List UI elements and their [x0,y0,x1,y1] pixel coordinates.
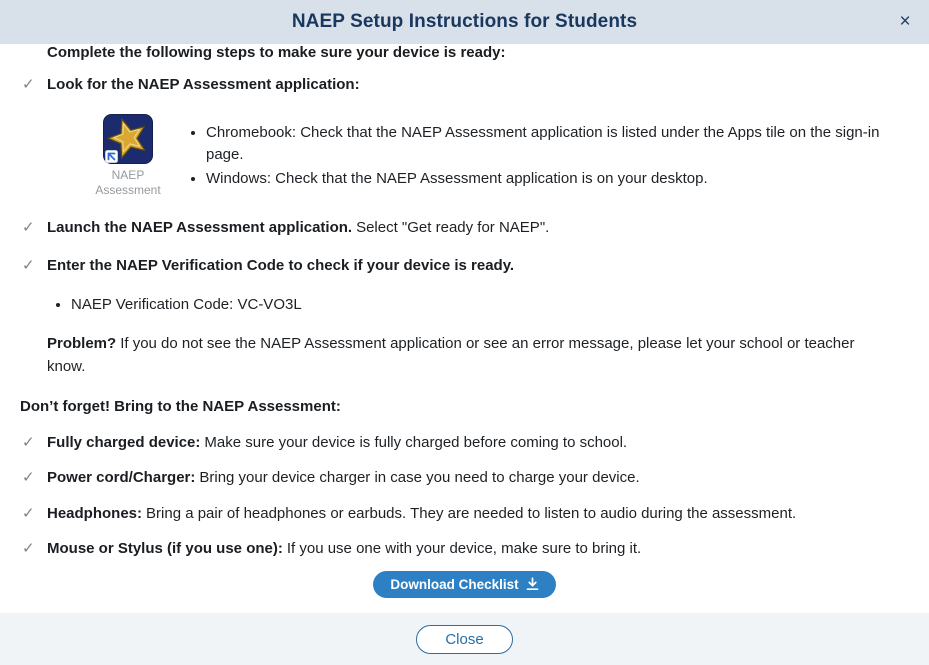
verification-code-list [55,294,909,317]
check-icon: ✓ [22,469,35,486]
checklist-item-power-cord [20,467,909,490]
item-bold: Power cord/Charger: [47,469,196,486]
problem-bold: Problem? [47,335,117,352]
check-icon: ✓ [22,76,35,93]
download-checklist-label: Download Checklist [390,576,519,592]
check-icon: ✓ [22,540,35,557]
check-icon: ✓ [22,218,35,236]
step-look-for-app [20,74,909,97]
bring-checklist [20,432,909,561]
modal-header [0,0,929,44]
item-rest: Make sure your device is fully charged before coming to school. [204,433,628,451]
naep-app-icon-label: NAEP Assessment [95,167,161,197]
step-look-label: Look for the NAEP Assessment application: [47,76,360,93]
checklist-item-mouse-stylus [20,538,909,561]
modal-title: NAEP Setup Instructions for Students [291,11,638,32]
problem-rest: If you do not see the NAEP Assessment application or see an error message, please let your school or teacher know. [47,335,855,375]
step-launch-rest: Select "Get ready for NAEP". [356,218,550,236]
step-launch-app [20,217,909,240]
checklist-item-charged-device [20,432,909,455]
dont-forget-heading: Don’t forget! Bring to the NAEP Assessment: [20,398,341,415]
bullet-windows: • Windows: Check that the NAEP Assessment application is on your desktop. [206,168,909,191]
modal-footer [0,613,929,665]
naep-app-icon [103,114,153,164]
problem-paragraph [47,333,892,378]
naep-app-icon-column [78,114,178,198]
download-checklist-button[interactable] [373,571,555,598]
check-icon: ✓ [22,257,35,274]
verification-code-bullet: • NAEP Verification Code: VC-VO3L [71,294,909,317]
item-bold: Fully charged device: [47,433,201,451]
item-bold: Headphones: [47,504,143,522]
clipped-instruction-line: Complete the following steps to make sure your device is ready: [47,43,506,61]
item-rest: Bring a pair of headphones or earbuds. They are needed to listen to audio during the assessment. [146,504,797,522]
step-launch-text [47,217,909,240]
modal-body [0,44,929,613]
item-bold: Mouse or Stylus (if you use one): [47,540,283,557]
bullet-chromebook: • Chromebook: Check that the NAEP Assessment application is listed under the Apps tile on the sign-in page. [206,122,909,167]
download-button-wrap [20,571,909,598]
close-icon[interactable]: × [891,0,919,44]
check-icon: ✓ [22,504,35,522]
close-button[interactable]: Close [416,625,512,654]
checklist-item-headphones [20,503,909,526]
step-launch-bold: Launch the NAEP Assessment application. [47,218,353,236]
step-enter-bold: Enter the NAEP Verification Code to check if your device is ready. [47,257,515,274]
platform-bullet-list [188,122,909,192]
item-rest: If you use one with your device, make sure to bring it. [286,540,642,557]
app-icon-block [20,114,909,198]
check-icon: ✓ [22,433,35,451]
step-enter-code [20,255,909,278]
item-rest: Bring your device charger in case you need to charge your device. [199,469,640,486]
download-icon [526,577,539,591]
